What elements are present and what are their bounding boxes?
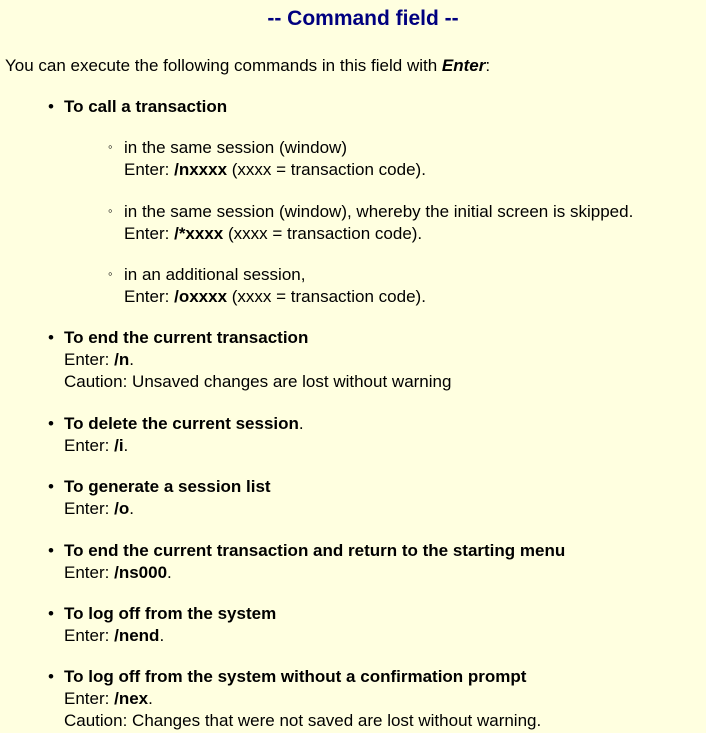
page-title: -- Command field -- <box>267 7 459 30</box>
command-code: /nex <box>114 689 149 708</box>
bullet-icon: • <box>48 541 54 560</box>
circle-bullet-icon: ◦ <box>108 203 113 218</box>
list-item-log-off: • To log off from the system Enter: /nend. <box>48 604 277 645</box>
item-heading: To end the current transaction and return to the starting menu <box>64 541 566 560</box>
sub-item-skip-initial-screen: ◦ in the same session (window), whereby the initial screen is skipped. Enter: /*xxxx (xxxx = transaction code). <box>108 202 634 243</box>
item-heading: To call a transaction <box>64 97 228 116</box>
item-heading: To log off from the system <box>64 604 277 623</box>
bullet-icon: • <box>48 477 54 496</box>
list-item-call-transaction <box>48 96 228 118</box>
bullet-icon: • <box>48 667 54 686</box>
bullet-icon: • <box>48 97 54 116</box>
item-heading: To end the current transaction <box>64 328 309 347</box>
command-code: /o <box>114 499 130 518</box>
item-heading: To delete the current session <box>64 414 299 433</box>
caution-text: Caution: Changes that were not saved are lost without warning. <box>64 711 542 730</box>
sub-item-same-session: ◦ in the same session (window) Enter: /nxxxx (xxxx = transaction code). <box>108 138 426 179</box>
list-item-delete-session: • To delete the current session. Enter: /i. <box>48 414 304 455</box>
list-item-log-off-no-prompt: • To log off from the system without a confirmation prompt Enter: /nex. Caution: Changes that were not saved are lost without warning. <box>48 667 542 730</box>
circle-bullet-icon: ◦ <box>108 266 113 281</box>
bullet-icon: • <box>48 414 54 433</box>
command-code: /*xxxx <box>174 224 224 243</box>
item-heading: To log off from the system without a confirmation prompt <box>64 667 527 686</box>
command-code: /nend <box>114 626 160 645</box>
list-item-end-transaction: • To end the current transaction Enter: /n. Caution: Unsaved changes are lost without warning <box>48 328 452 391</box>
intro-text: You can execute the following commands in this field with Enter: <box>5 56 491 75</box>
command-code: /ns000 <box>114 563 168 582</box>
bullet-icon: • <box>48 604 54 623</box>
sub-item-additional-session: ◦ in an additional session, Enter: /oxxxx (xxxx = transaction code). <box>108 265 426 306</box>
bullet-icon: • <box>48 328 54 347</box>
command-code: /n <box>114 350 130 369</box>
list-item-session-list: • To generate a session list Enter: /o. <box>48 477 271 518</box>
list-item-starting-menu: • To end the current transaction and return to the starting menu Enter: /ns000. <box>48 541 566 582</box>
caution-text: Caution: Unsaved changes are lost without warning <box>64 372 452 391</box>
circle-bullet-icon: ◦ <box>108 139 113 154</box>
command-code: /i <box>114 436 124 455</box>
enter-key-label: Enter <box>441 56 486 75</box>
command-code: /nxxxx <box>174 160 228 179</box>
item-heading: To generate a session list <box>64 477 271 496</box>
command-code: /oxxxx <box>174 287 228 306</box>
